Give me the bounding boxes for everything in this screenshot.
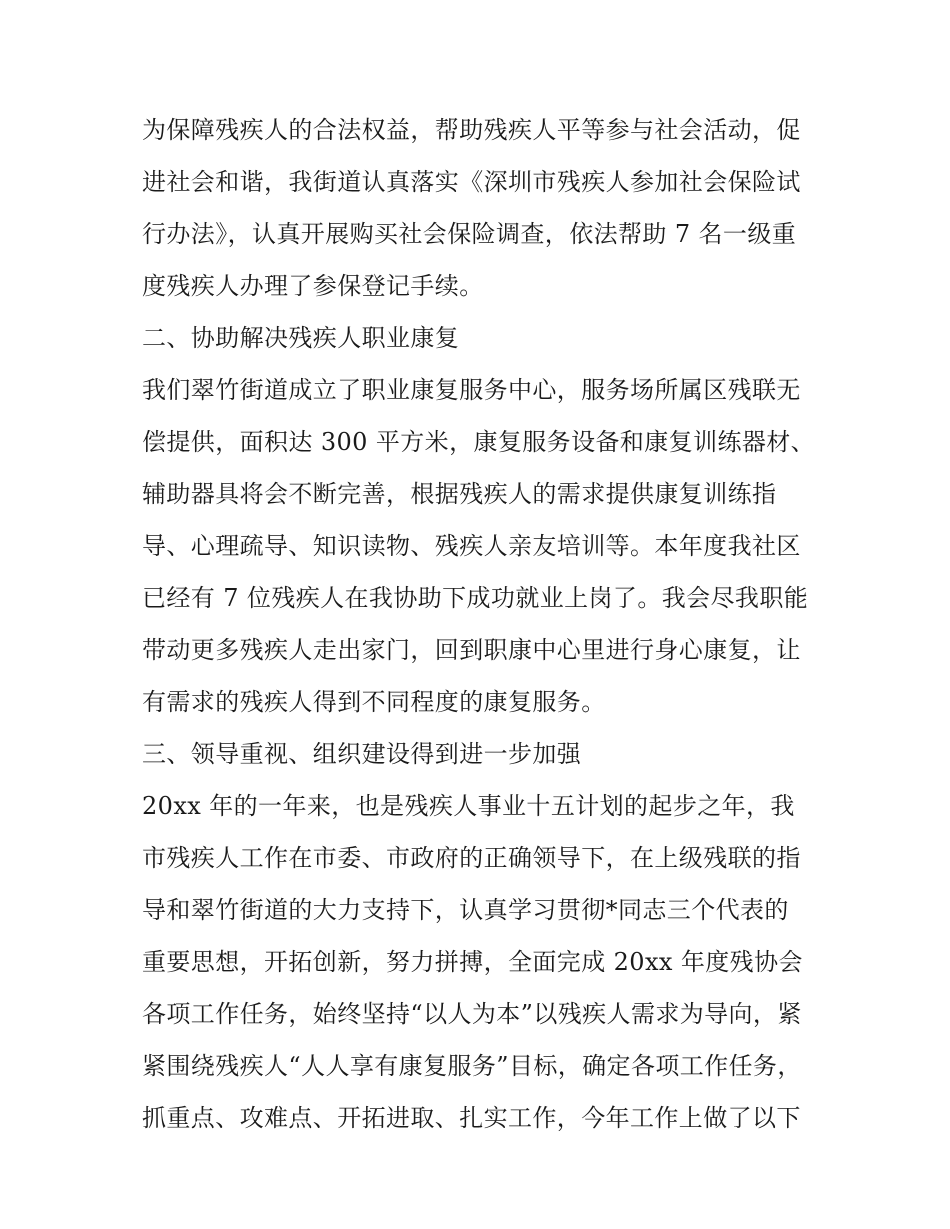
paragraph-line: 偿提供，面积达 300 平方米，康复服务设备和康复训练器材、 — [142, 428, 816, 456]
paragraph-line: 导和翠竹街道的大力支持下，认真学习贯彻*同志三个代表的 — [142, 896, 789, 924]
document-body — [142, 104, 817, 1144]
paragraph-line: 行办法》，认真开展购买社会保险调查，依法帮助 7 名一级重 — [142, 220, 797, 248]
paragraph-line: 我们翠竹街道成立了职业康复服务中心，服务场所属区残联无 — [142, 376, 801, 404]
paragraph-line: 紧围绕残疾人“人人享有康复服务”目标，确定各项工作任务， — [142, 1052, 802, 1080]
paragraph-line: 20xx 年的一年来，也是残疾人事业十五计划的起步之年，我 — [142, 792, 795, 820]
section-heading: 二、协助解决残疾人职业康复 — [142, 324, 460, 352]
paragraph-line: 抓重点、攻难点、开拓进取、扎实工作，今年工作上做了以下 — [142, 1104, 801, 1132]
paragraph-line: 导、心理疏导、知识读物、残疾人亲友培训等。本年度我社区 — [142, 532, 801, 560]
paragraph-line: 已经有 7 位残疾人在我协助下成功就业上岗了。我会尽我职能 — [142, 584, 809, 612]
paragraph-line: 进社会和谐，我街道认真落实《深圳市残疾人参加社会保险试 — [142, 168, 801, 196]
paragraph-line: 市残疾人工作在市委、市政府的正确领导下，在上级残联的指 — [142, 844, 801, 872]
paragraph-line: 重要思想，开拓创新，努力拼搏，全面完成 20xx 年度残协会 — [142, 948, 803, 976]
paragraph-line: 带动更多残疾人走出家门，回到职康中心里进行身心康复，让 — [142, 636, 801, 664]
paragraph-line: 度残疾人办理了参保登记手续。 — [142, 272, 484, 300]
paragraph-line: 有需求的残疾人得到不同程度的康复服务。 — [142, 688, 606, 716]
paragraph-line: 各项工作任务，始终坚持“以人为本”以残疾人需求为导向，紧 — [142, 1000, 802, 1028]
paragraph-line: 辅助器具将会不断完善，根据残疾人的需求提供康复训练指 — [142, 480, 777, 508]
paragraph-line: 为保障残疾人的合法权益，帮助残疾人平等参与社会活动，促 — [142, 116, 801, 144]
section-heading: 三、领导重视、组织建设得到进一步加强 — [142, 740, 582, 768]
